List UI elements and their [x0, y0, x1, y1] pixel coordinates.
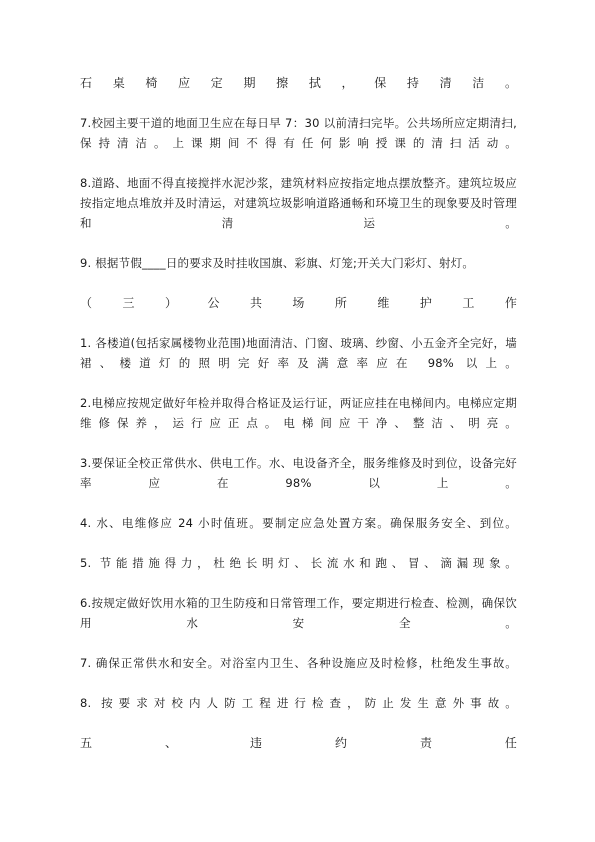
- paragraph-maintenance-duty: [80, 513, 517, 533]
- paragraph-water-power-supply: [80, 453, 517, 493]
- spread-glyph: 石: [80, 76, 93, 90]
- paragraph-civil-defense: [80, 693, 517, 713]
- spread-glyph: 违: [249, 736, 262, 750]
- spread-glyph: 场: [292, 296, 305, 310]
- paragraph-drinking-water: [80, 593, 517, 633]
- spread-glyph: 所: [334, 296, 347, 310]
- spread-glyph: 公: [207, 296, 220, 310]
- paragraph-line: 2.电梯应按规定做好年检并取得合格证及运行证，两证应挂在电梯间内。电梯应定期: [80, 396, 517, 410]
- spread-glyph: 拭: [308, 76, 321, 90]
- spread-glyph: 清: [439, 76, 452, 90]
- paragraph-line: 7.校园主要干道的地面卫生应在每日早 7：30 以前清扫完毕。公共场所应定期清扫,: [80, 116, 517, 130]
- paragraph-line: 8. 按要求对校内人防工程进行检查，防止发生意外事故。: [80, 696, 517, 710]
- spread-glyph: 共: [249, 296, 262, 310]
- paragraph-elevators: [80, 393, 517, 433]
- spread-glyph: 桌: [112, 76, 125, 90]
- paragraph-line: 保持清洁。上课期间不得有任何影响授课的清扫活动。: [80, 136, 517, 150]
- paragraph-line: 4. 水、电维修应 24 小时值班。要制定应急处置方案。确保服务安全、到位。: [80, 516, 517, 530]
- paragraph-line: 裙、楼道灯的照明完好率及满意率应在 98% 以上。: [80, 356, 517, 370]
- paragraph-line: 和清运。: [80, 216, 517, 230]
- spread-glyph: 期: [243, 76, 256, 90]
- section-heading-public-maintenance: [80, 293, 517, 313]
- paragraph-line: 率应在98%以上。: [80, 476, 517, 490]
- spread-glyph: 任: [504, 736, 517, 750]
- paragraph-line: 维修保养，运行应正点。电梯间应干净、整洁、明亮。: [80, 416, 517, 430]
- spread-glyph: 。: [504, 76, 517, 90]
- paragraph-stone-tables: [80, 73, 517, 93]
- document-body: [80, 73, 517, 773]
- spread-glyph: 定: [210, 76, 223, 90]
- spread-glyph: 持: [406, 76, 419, 90]
- paragraph-campus-roads: [80, 113, 517, 153]
- spread-glyph: 五: [80, 736, 93, 750]
- spread-glyph: 椅: [145, 76, 158, 90]
- section-heading-liability: [80, 733, 517, 753]
- spread-glyph: 维: [377, 296, 390, 310]
- paragraph-line: 3.要保证全校正常供水、供电工作。水、电设备齐全，服务维修及时到位，设备完好: [80, 456, 517, 470]
- paragraph-line: 9. 根据节假____日的要求及时挂收国旗、彩旗、灯笼;开关大门彩灯、射灯。: [80, 256, 475, 270]
- paragraph-line: 8.道路、地面不得直接搅拌水泥沙浆，建筑材料应按指定地点摆放整齐。建筑垃圾应: [80, 176, 517, 190]
- spread-glyph: ）: [164, 296, 177, 310]
- spread-glyph: （: [80, 296, 93, 310]
- spread-glyph: 擦: [276, 76, 289, 90]
- spread-glyph: 约: [334, 736, 347, 750]
- spread-glyph: 责: [419, 736, 432, 750]
- spread-glyph: 工: [462, 296, 475, 310]
- spread-glyph: ，: [341, 76, 354, 90]
- spread-glyph: 三: [122, 296, 135, 310]
- paragraph-line: 5. 节能措施得力，杜绝长明灯、长流水和跑、冒、滴漏现象。: [80, 556, 517, 570]
- paragraph-line: 6.按规定做好饮用水箱的卫生防疫和日常管理工作，要定期进行检查、检测，确保饮: [80, 596, 517, 610]
- paragraph-energy-saving: [80, 553, 517, 573]
- spread-glyph: 洁: [472, 76, 485, 90]
- paragraph-line: 按指定地点堆放并及时清运，对建筑垃圾影响道路通畅和环境卫生的现象要及时管理: [80, 196, 517, 210]
- paragraph-construction-materials: [80, 173, 517, 233]
- paragraph-holiday-flags: [80, 253, 517, 273]
- paragraph-line: 1. 各楼道(包括家属楼物业范围)地面清洁、门窗、玻璃、纱窗、小五金齐全完好，墙: [80, 336, 517, 350]
- spread-glyph: 作: [504, 296, 517, 310]
- spread-glyph: 、: [164, 736, 177, 750]
- spread-glyph: 护: [419, 296, 432, 310]
- paragraph-line: 7. 确保正常供水和安全。对浴室内卫生、各种设施应及时检修，杜绝发生事故。: [80, 656, 517, 670]
- paragraph-line: 用水安全。: [80, 616, 517, 630]
- spread-glyph: 保: [374, 76, 387, 90]
- spread-glyph: 应: [178, 76, 191, 90]
- paragraph-bathroom-safety: [80, 653, 517, 673]
- paragraph-corridors: [80, 333, 517, 373]
